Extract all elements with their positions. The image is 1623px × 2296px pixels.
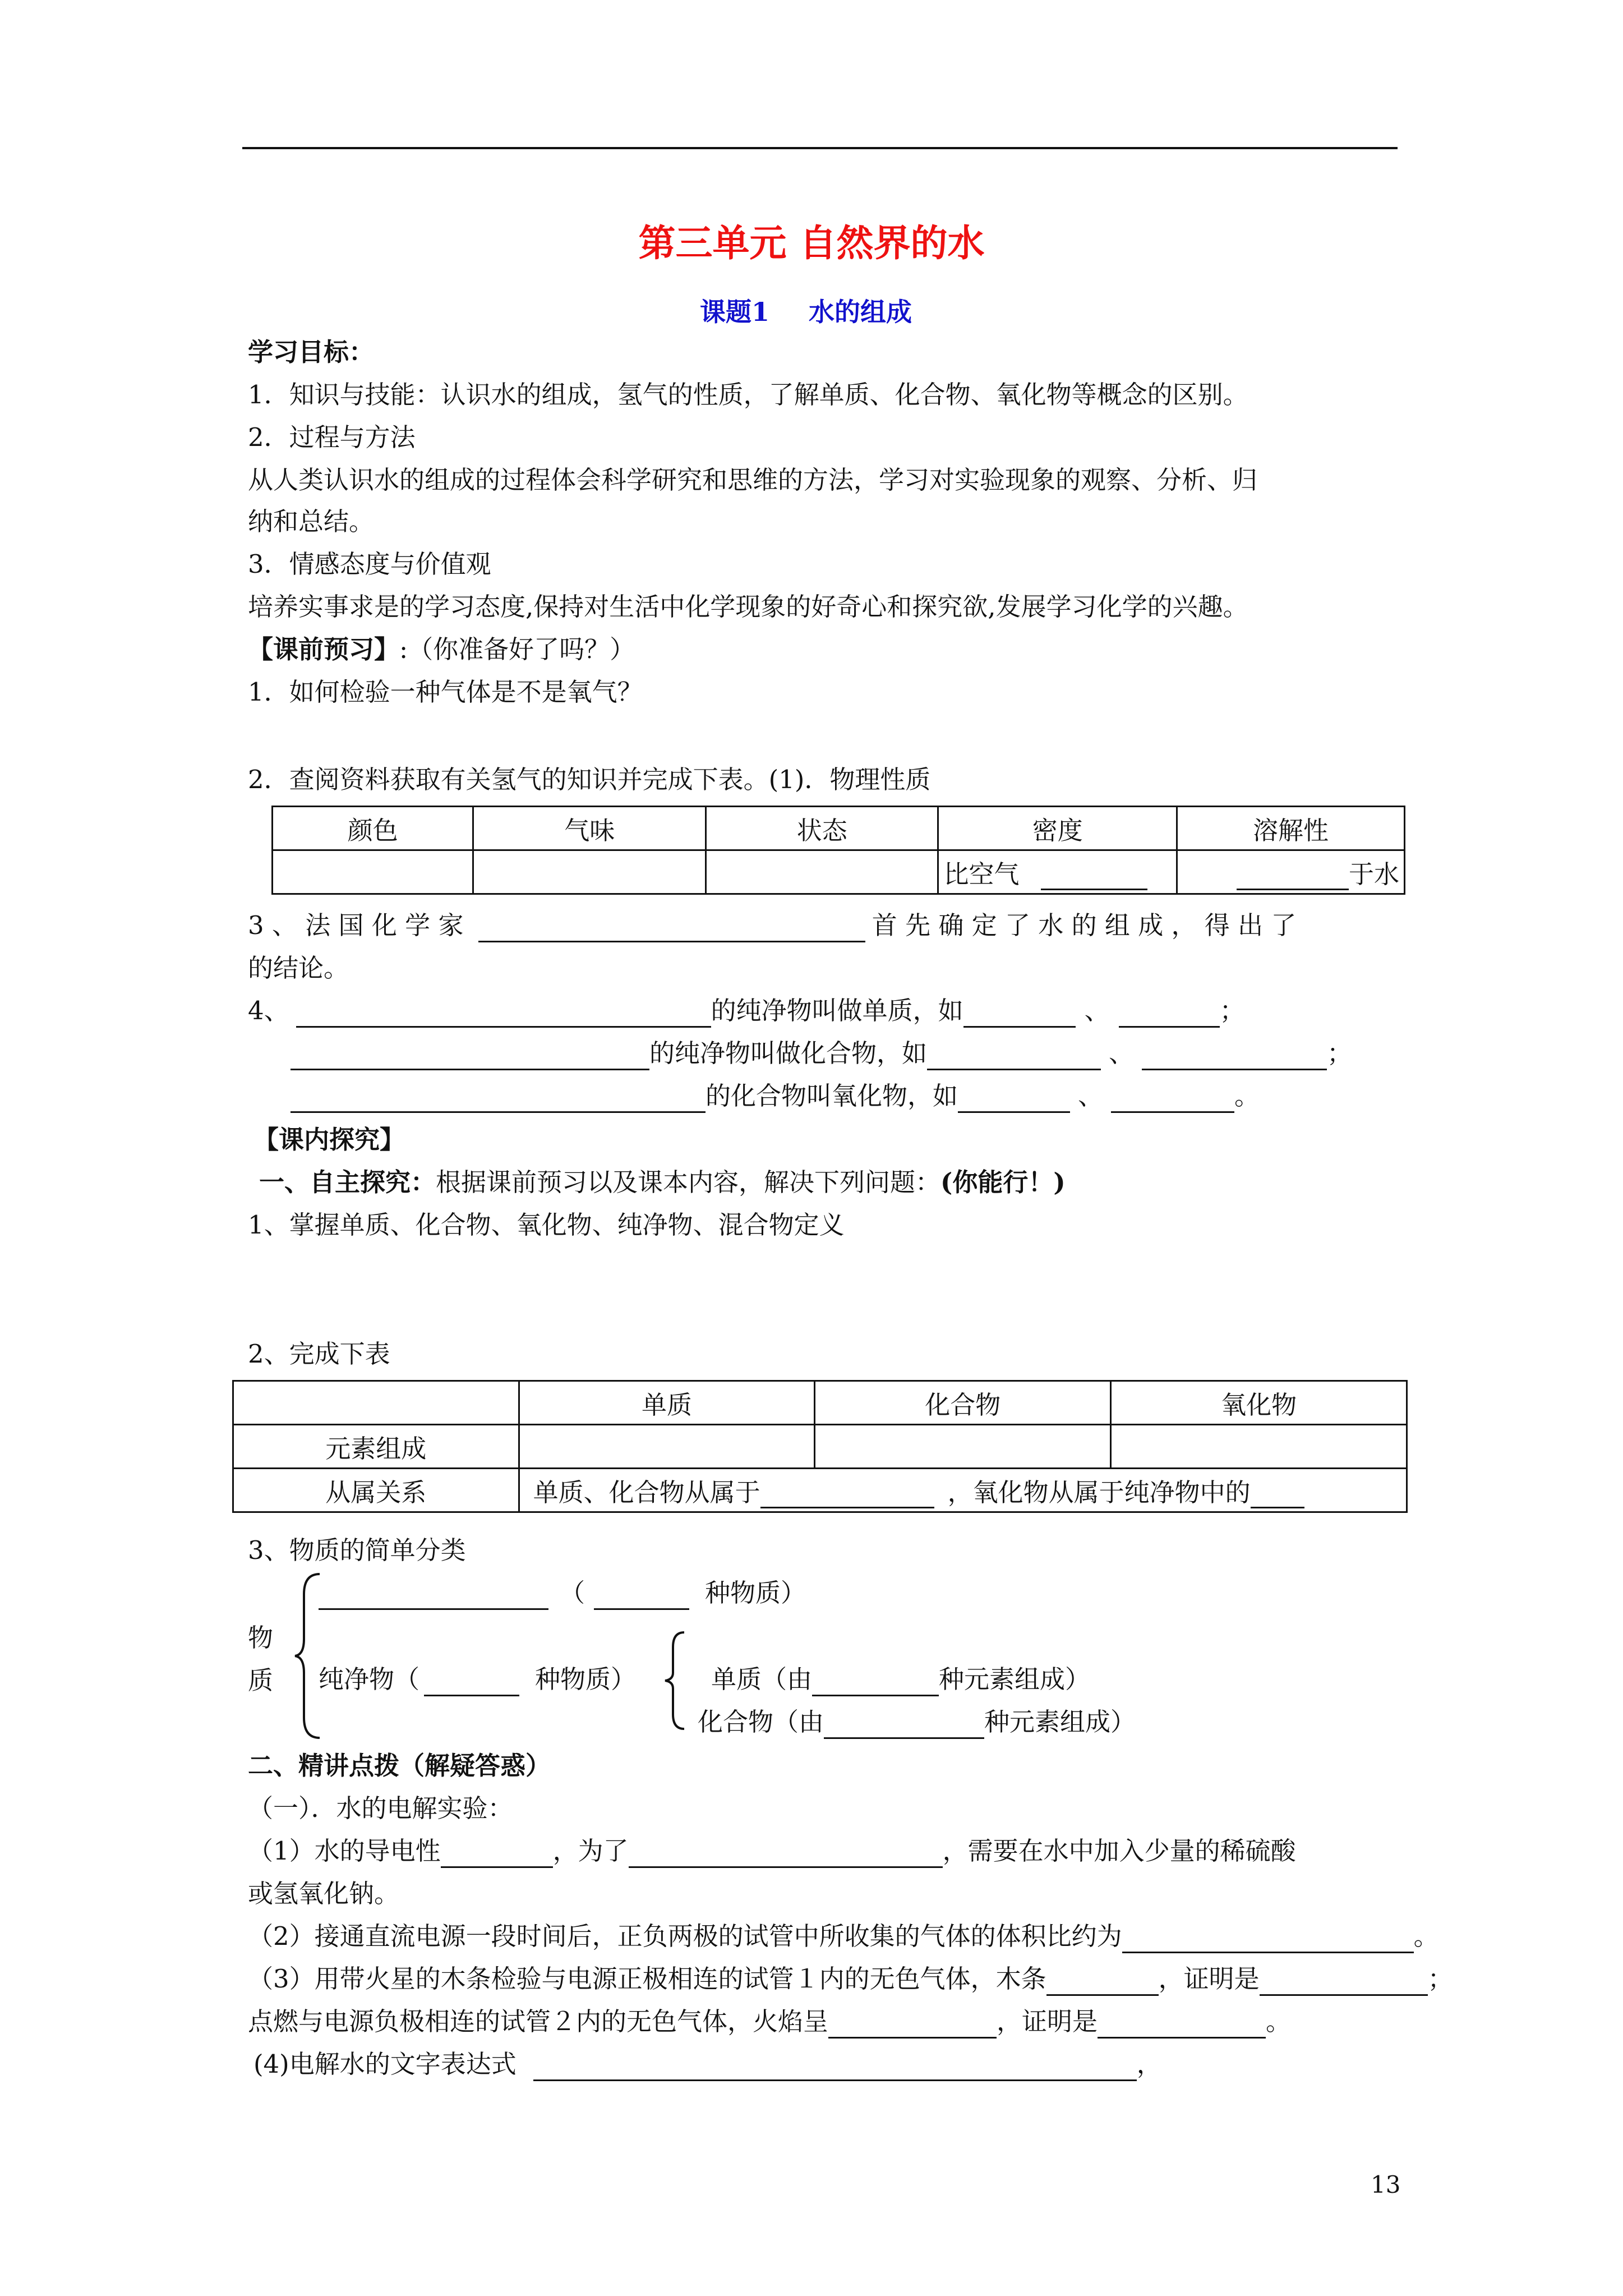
compound-line xyxy=(698,1705,1136,1739)
q4-text-3: 的化合物叫氧化物，如 xyxy=(706,1081,958,1111)
chemist-blank[interactable] xyxy=(478,916,865,942)
classification-table xyxy=(232,1380,1408,1513)
compound-example-2[interactable] xyxy=(1142,1044,1327,1070)
q4-line-1 xyxy=(248,994,1245,1028)
table-header-state: 状态 xyxy=(706,807,938,850)
comp-count-blank[interactable] xyxy=(824,1713,984,1739)
elem-count-blank[interactable] xyxy=(812,1670,939,1696)
preview-heading: 【课前预习】 xyxy=(248,634,400,664)
table2-cell[interactable] xyxy=(815,1425,1111,1469)
compound-def-blank[interactable] xyxy=(291,1044,649,1070)
table-header-solubility: 溶解性 xyxy=(1177,807,1405,850)
mix-tail: 种物质） xyxy=(705,1578,806,1608)
solubility-label: 于水 xyxy=(1348,859,1399,889)
pure-label: 纯净物（ xyxy=(319,1664,420,1694)
relation-blank-1[interactable] xyxy=(760,1482,934,1508)
element-line xyxy=(711,1663,1090,1696)
explain-sub: （一）．水的电解实验： xyxy=(248,1793,513,1823)
inquiry-question-1: 1、掌握单质、化合物、氧化物、纯净物、混合物定义 xyxy=(248,1210,845,1240)
inquiry-s1-tail: (你能行！) xyxy=(940,1167,1066,1197)
objectives-heading: 学习目标： xyxy=(248,337,375,367)
q4-line-3 xyxy=(291,1079,1260,1113)
explain-p1d: 或氢氧化钠。 xyxy=(248,1879,400,1908)
mixture-name-blank[interactable] xyxy=(319,1584,548,1610)
preview-question-2: 2．查阅资料获取有关氢气的知识并完成下表。(1)．物理性质 xyxy=(248,765,931,794)
solubility-blank[interactable] xyxy=(1237,864,1349,890)
inquiry-question-3: 3、物质的简单分类 xyxy=(248,1535,466,1565)
table-header-color: 颜色 xyxy=(273,807,473,850)
compound-example-1[interactable] xyxy=(927,1044,1101,1070)
comp-tail: 种元素组成） xyxy=(984,1707,1136,1737)
objective-line-6: 培养实事求是的学习态度,保持对生活中化学现象的好奇心和探究欲,发展学习化学的兴趣。 xyxy=(248,592,1248,622)
preview-question-3 xyxy=(248,909,1296,942)
elem-label: 单质（由 xyxy=(711,1664,813,1694)
sep: 、 xyxy=(1078,1081,1104,1111)
objective-line-4: 纳和总结。 xyxy=(248,507,375,536)
q4-number: 4、 xyxy=(248,996,289,1025)
p3-end: 。 xyxy=(1266,2007,1292,2036)
table-cell-state[interactable] xyxy=(706,850,938,894)
table2-header-oxide: 氧化物 xyxy=(1111,1381,1407,1425)
density-blank[interactable] xyxy=(1041,864,1147,890)
explain-p1 xyxy=(248,1834,1296,1868)
explain-p3 xyxy=(248,1962,1453,1996)
table-header-density: 密度 xyxy=(938,807,1177,850)
table2-header-element: 单质 xyxy=(519,1381,815,1425)
table-header-smell: 气味 xyxy=(473,807,706,850)
objective-line-1: 1．知识与技能：认识水的组成，氢气的性质，了解单质、化合物、氧化物等概念的区别。 xyxy=(248,380,1248,409)
pure-tail: 种物质） xyxy=(535,1664,637,1694)
pure-line xyxy=(319,1663,636,1696)
sep: ； xyxy=(1219,996,1245,1025)
pure-count-blank[interactable] xyxy=(424,1670,519,1696)
inquiry-s1-label: 一、自主探究： xyxy=(259,1167,436,1197)
p3b: ，证明是 xyxy=(1158,1964,1260,1994)
inquiry-s1-text: 根据课前预习以及课本内容，解决下列问题： xyxy=(436,1167,941,1197)
explain-p4 xyxy=(253,2047,1162,2081)
element-example-2[interactable] xyxy=(1119,1001,1220,1028)
q3-lead: 3 、 法 国 化 学 家 xyxy=(248,910,464,940)
p2: （2）接通直流电源一段时间后，正负两极的试管中所收集的气体的体积比约为 xyxy=(248,1921,1122,1951)
mix-paren: （ xyxy=(560,1578,585,1608)
page-title: 第三单元 自然界的水 xyxy=(638,221,985,265)
root-char-1: 物 xyxy=(248,1623,274,1653)
table2-cell[interactable] xyxy=(519,1425,815,1469)
p1c: ，需要在水中加入少量的稀硫酸 xyxy=(942,1836,1296,1866)
p1a: （1）水的导电性 xyxy=(248,1836,441,1866)
relation-text-b: ，氧化物从属于纯净物中的 xyxy=(947,1478,1251,1507)
oxide-example-2[interactable] xyxy=(1111,1087,1234,1113)
table2-row-relation: 从属关系 xyxy=(233,1469,519,1512)
element-def-blank[interactable] xyxy=(296,1001,711,1028)
lesson-title: 水的组成 xyxy=(809,297,912,327)
p1b: ，为了 xyxy=(552,1836,629,1866)
table2-header-compound: 化合物 xyxy=(815,1381,1111,1425)
q3-middle: 首 先 确 定 了 水 的 组 成 ， 得 出 了 xyxy=(872,910,1297,940)
q4-text-1: 的纯净物叫做单质，如 xyxy=(711,996,963,1025)
q4-text-2: 的纯净物叫做化合物，如 xyxy=(649,1038,928,1068)
table-cell-density[interactable] xyxy=(938,850,1177,894)
sep: ； xyxy=(1327,1038,1353,1068)
relation-blank-2[interactable] xyxy=(1251,1482,1304,1508)
oxide-example-1[interactable] xyxy=(958,1087,1070,1113)
p4-comma: ， xyxy=(1136,2049,1162,2079)
density-label: 比空气 xyxy=(943,859,1020,889)
elem-tail: 种元素组成） xyxy=(939,1664,1091,1694)
lesson-number: 课题1 xyxy=(700,297,770,327)
p3d: ，证明是 xyxy=(997,2007,1098,2036)
element-example-1[interactable] xyxy=(963,1001,1076,1028)
table2-relation-cell xyxy=(519,1469,1407,1512)
p2-end: 。 xyxy=(1413,1921,1439,1951)
volume-ratio-blank[interactable] xyxy=(1122,1927,1414,1953)
p4: (4)电解水的文字表达式 xyxy=(253,2049,517,2079)
table-cell-color[interactable] xyxy=(273,850,473,894)
sep: 、 xyxy=(1084,996,1110,1025)
equation-blank[interactable] xyxy=(533,2055,1137,2081)
positive-gas-blank[interactable] xyxy=(1260,1970,1428,1996)
splint-result-blank[interactable] xyxy=(1046,1970,1159,1996)
inquiry-question-2: 2、完成下表 xyxy=(248,1339,390,1369)
oxide-def-blank[interactable] xyxy=(291,1087,706,1113)
table-cell-smell[interactable] xyxy=(473,850,706,894)
root-char-2: 质 xyxy=(248,1665,274,1695)
p3-semi: ； xyxy=(1427,1964,1453,1994)
preview-heading-line xyxy=(248,633,635,666)
objective-line-5: 3．情感态度与价值观 xyxy=(248,549,491,579)
end: 。 xyxy=(1234,1081,1260,1111)
explain-heading: 二、精讲点拨（解疑答惑） xyxy=(248,1751,551,1780)
p3a: （3）用带火星的木条检验与电源正极相连的试管１内的无色气体，木条 xyxy=(248,1964,1046,1994)
relation-text-a: 单质、化合物从属于 xyxy=(533,1478,760,1507)
explain-p3-cont xyxy=(248,2005,1291,2039)
mixture-count-blank[interactable] xyxy=(594,1584,689,1610)
table-cell-solubility[interactable] xyxy=(1177,850,1405,894)
preview-heading-tail: :（你准备好了吗？） xyxy=(399,634,635,664)
inner-brace xyxy=(661,1630,689,1731)
q4-line-2 xyxy=(291,1037,1352,1070)
table2-cell[interactable] xyxy=(1111,1425,1407,1469)
header-rule xyxy=(242,147,1398,149)
page-number: 13 xyxy=(1371,2171,1401,2198)
table2-row-composition: 元素组成 xyxy=(233,1425,519,1469)
mixture-line xyxy=(319,1576,806,1610)
lesson-subtitle xyxy=(700,292,912,329)
objective-line-2: 2．过程与方法 xyxy=(248,422,416,452)
objective-line-3: 从人类认识水的组成的过程体会科学研究和思维的方法，学习对实验现象的观察、分析、归 xyxy=(248,465,1258,495)
negative-gas-blank[interactable] xyxy=(1098,2012,1266,2039)
inquiry-section-1 xyxy=(259,1166,1066,1199)
hydrogen-properties-table xyxy=(271,806,1405,895)
flame-color-blank[interactable] xyxy=(828,2012,997,2039)
comp-label: 化合物（由 xyxy=(698,1707,824,1737)
explain-p2 xyxy=(248,1920,1439,1953)
conductivity-blank[interactable] xyxy=(441,1842,553,1868)
p3c: 点燃与电源负极相连的试管２内的无色气体，火焰呈 xyxy=(248,2007,829,2036)
inquiry-heading: 【课内探究】 xyxy=(253,1125,405,1154)
sep: 、 xyxy=(1109,1038,1135,1068)
q3-conclusion: 的结论。 xyxy=(248,953,349,983)
purpose-blank[interactable] xyxy=(629,1842,943,1868)
table2-corner xyxy=(233,1381,519,1425)
preview-question-1: 1．如何检验一种气体是不是氧气？ xyxy=(248,677,643,707)
